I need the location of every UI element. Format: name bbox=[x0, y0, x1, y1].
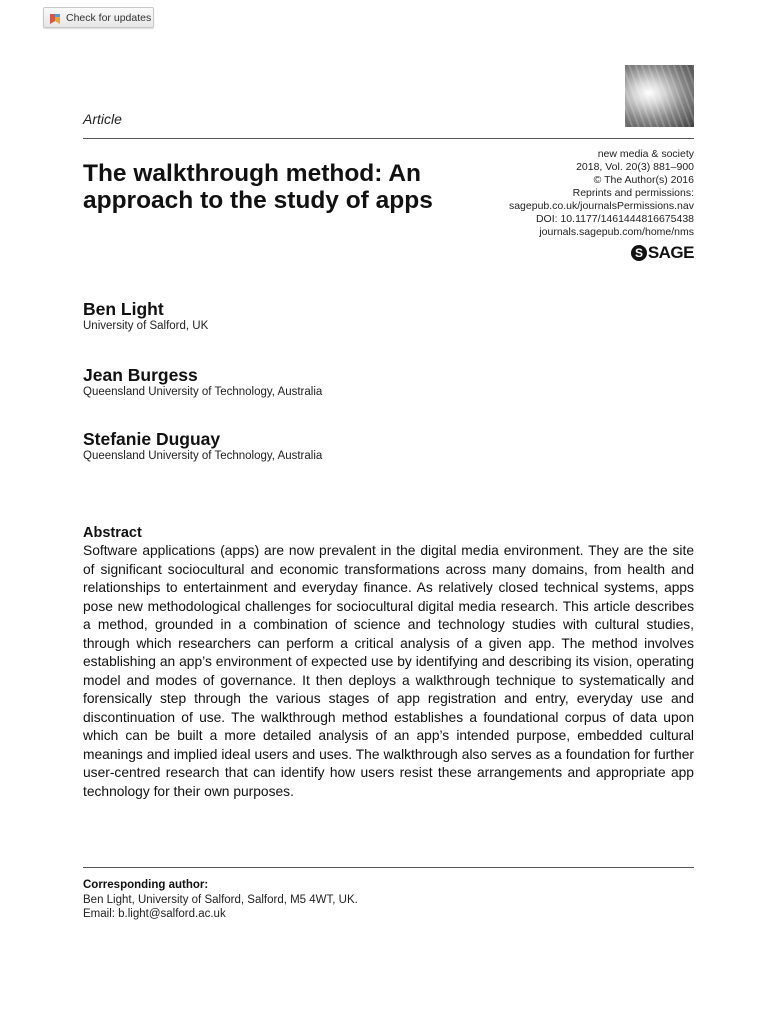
journal-info-block bbox=[509, 148, 694, 239]
author-block bbox=[83, 429, 322, 463]
author-affiliation: University of Salford, UK bbox=[83, 320, 209, 332]
check-for-updates-label: Check for updates bbox=[66, 11, 152, 24]
author-block bbox=[83, 365, 322, 399]
abstract-heading: Abstract bbox=[83, 525, 142, 541]
corresponding-address: Ben Light, University of Salford, Salford, M5 4WT, UK. bbox=[83, 893, 358, 906]
journal-cover-image bbox=[625, 65, 694, 127]
author-name: Stefanie Duguay bbox=[83, 429, 221, 449]
permissions-link[interactable]: sagepub.co.uk/journalsPermissions.nav bbox=[508, 200, 694, 212]
author-name: Ben Light bbox=[83, 299, 164, 319]
corresponding-author-block bbox=[83, 878, 358, 922]
abstract-section bbox=[83, 524, 694, 801]
sage-wordmark: SAGE bbox=[647, 243, 694, 262]
article-title: The walkthrough method: An approach to the study of apps bbox=[83, 160, 433, 214]
corresponding-heading: Corresponding author: bbox=[83, 879, 209, 891]
check-for-updates-button[interactable] bbox=[43, 7, 154, 28]
corresponding-email[interactable]: Email: b.light@salford.ac.uk bbox=[83, 908, 226, 920]
journal-link[interactable]: journals.sagepub.com/home/nms bbox=[539, 226, 694, 238]
author-block bbox=[83, 299, 208, 333]
copyright-notice: © The Author(s) 2016 bbox=[593, 174, 694, 186]
article-type-label: Article bbox=[83, 111, 122, 127]
journal-volume: 2018, Vol. 20(3) 881–900 bbox=[576, 161, 694, 173]
reprints-label: Reprints and permissions: bbox=[572, 187, 694, 199]
author-affiliation: Queensland University of Technology, Australia bbox=[83, 450, 323, 462]
footer-divider bbox=[83, 867, 694, 868]
header-divider bbox=[83, 138, 694, 139]
sage-logo bbox=[631, 243, 694, 263]
crossmark-icon bbox=[49, 12, 61, 24]
sage-s-icon: S bbox=[631, 245, 647, 261]
doi-link[interactable]: DOI: 10.1177/1461444816675438 bbox=[535, 213, 694, 225]
journal-name: new media & society bbox=[597, 148, 694, 160]
author-affiliation: Queensland University of Technology, Australia bbox=[83, 386, 323, 398]
author-name: Jean Burgess bbox=[83, 365, 198, 385]
abstract-text: Software applications (apps) are now prevalent in the digital media environment. They are the site of significant sociocultural and economic transformations across many domains, from health and relationships to entertainment and everyday finance. As relatively closed technical systems, apps pose new methodological challenges for sociocultural digital media research. This article describes a method, grounded in a combination of science and technology studies with cultural studies, through which researchers can perform a critical analysis of a given app. The method involves establishing an app’s environment of expected use by identifying and describing its vision, operating model and modes of governance. It then deploys a walkthrough technique to systematically and forensically step through the various stages of app registration and entry, everyday use and discontinuation of use. The walkthrough method establishes a foundational corpus of data upon which can be built a more detailed analysis of an app’s intended purpose, embedded cultural meanings and implied ideal users and uses. The walkthrough also serves as a foundation for further user-centred research that can identify how users resist these arrangements and appropriate app technology for their own purposes. bbox=[83, 543, 694, 799]
